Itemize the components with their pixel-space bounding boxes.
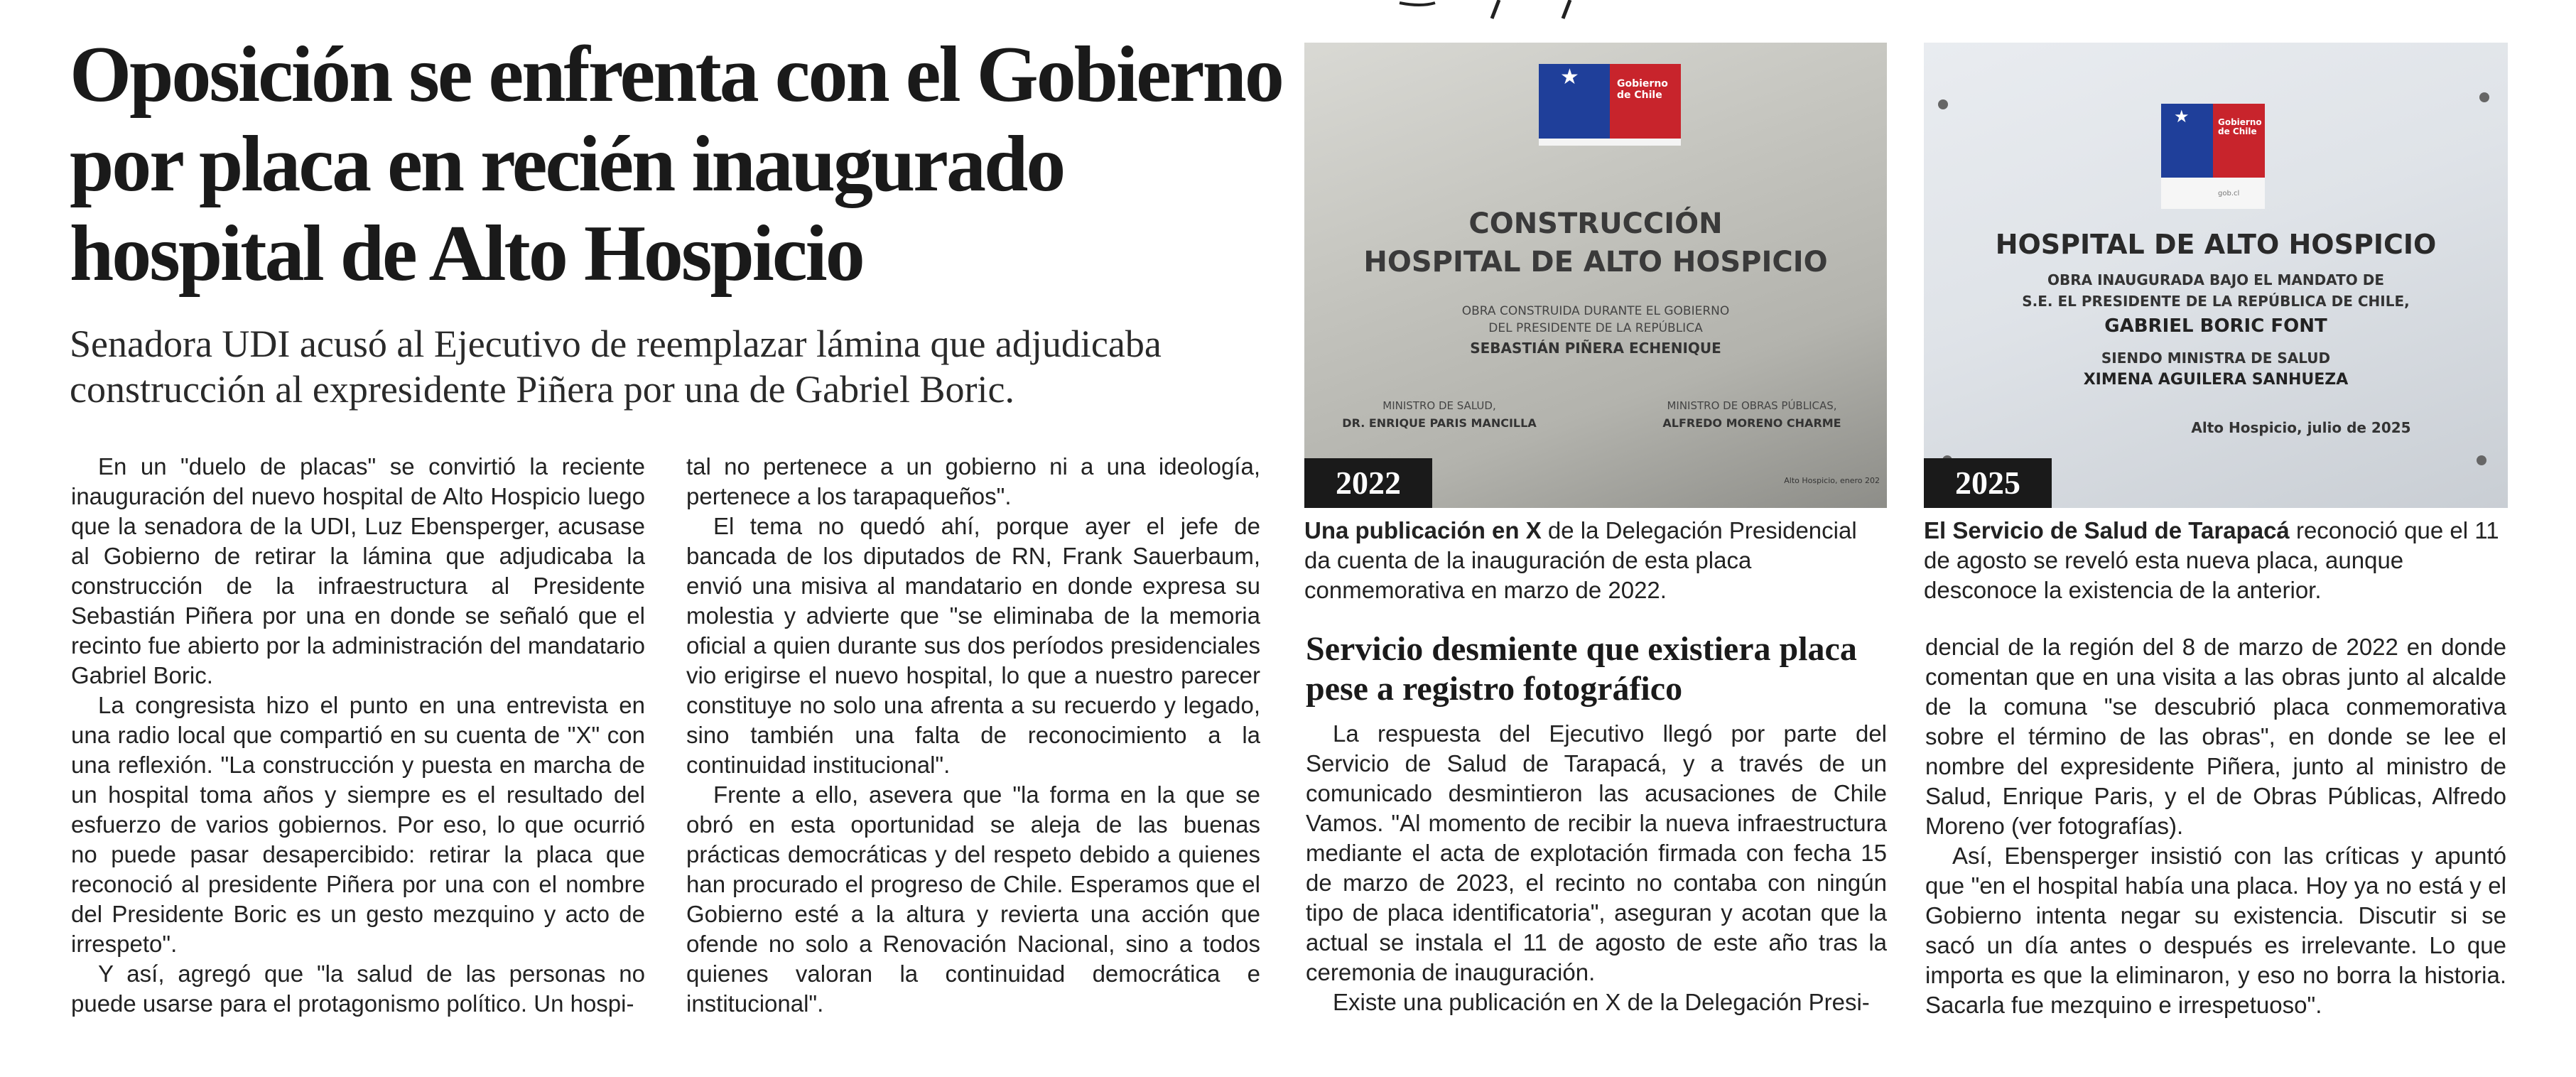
section-title: Servicio desmiente que existiera placa pese a registro fotográfico [1306, 630, 1857, 708]
plate-line: XIMENA AGUILERA SANHUEZA [2083, 371, 2349, 389]
photo-plaque-2022 [1304, 43, 1887, 508]
plate-line: SIENDO MINISTRA DE SALUD [2101, 350, 2331, 367]
star-icon: ★ [2174, 108, 2190, 126]
screw-icon [2479, 92, 2489, 102]
star-icon: ★ [1560, 65, 1579, 89]
paragraph: Así, Ebensperger insistió con las críticas y apuntó que "en el hospital había una placa. Hoy ya no está y el Gobierno intenta negar su existencia. Discutir si se sacó un día antes o después es irrelevante. Lo que importa es que la eliminaron, y eso no borra la historia. Sacarla fue mezquino e irrespetuoso". [1925, 843, 2506, 1018]
article-column-3 [1306, 719, 1887, 1017]
gobierno-de-chile-logo: ★ Gobierno de Chile gob.cl [2161, 104, 2265, 209]
photo-caption-2022: Una publicación en X de la Delegación Presidencial da cuenta de la inauguración de esta placa conmemorativa en marzo de 2022. [1304, 517, 1857, 603]
paragraph: Frente a ello, asevera que "la forma en la que se obró en esta oportunidad se aleja de las buenas prácticas democráticas y del respeto debido a quienes han procurado el progreso de Chile. Esperamos que el Gobierno esté a la altura y revierta una acción que ofende no solo a Renovación Nacional, sino a todos quienes valoran la continuidad democrática e institucional". [686, 781, 1260, 1017]
plate-date: Alto Hospicio, enero 202 [1784, 476, 1880, 485]
article-column-1 [71, 452, 645, 1019]
plate-line: S.E. EL PRESIDENTE DE LA REPÚBLICA DE CHILE, [2022, 293, 2410, 310]
plate-signature-right: ALFREDO MORENO CHARME [1662, 416, 1841, 430]
cropped-decoration [1392, 0, 1620, 21]
plate-date: Alto Hospicio, julio de 2025 [2191, 419, 2411, 436]
year-badge: 2022 [1304, 458, 1432, 508]
paragraph: La respuesta del Ejecutivo llegó por parte del Servicio de Salud de Tarapacá, y a través de un comunicado desmintieron las acusaciones de Chile Vamos. "Al momento de recibir la nueva infraestructura mediante el acta de explotación firmada con fecha 15 de marzo de 2023, el recinto no contaba con ningún tipo de placa identificatoria", aseguran y acotan que la actual se instala el 11 de agosto de este año tras la ceremonia de inauguración. [1306, 720, 1887, 985]
plate-line: GABRIEL BORIC FONT [2104, 315, 2327, 337]
plate-line: DEL PRESIDENTE DE LA REPÚBLICA [1488, 321, 1703, 335]
paragraph: La congresista hizo el punto en una entrevista en una radio local que compartió en su cuenta de "X" con una reflexión. "La construcción y puesta en marcha de un hospital toma años y siempre es el resultado del esfuerzo de varios gobiernos. Por eso, lo que ocurrió no puede pasar desapercibido: retirar la placa que reconoció al presidente Piñera por una con el nombre del Presidente Boric es un gesto mezquino y acto de irrespeto". [71, 692, 645, 957]
article-column-2 [686, 452, 1260, 1019]
year-badge: 2025 [1924, 458, 2052, 508]
plate-line: SEBASTIÁN PIÑERA ECHENIQUE [1470, 340, 1721, 357]
photo-caption-2025: El Servicio de Salud de Tarapacá reconoció que el 11 de agosto se reveló esta nueva placa, aunque desconoce la existencia de la anterior. [1924, 517, 2499, 603]
gobierno-de-chile-logo: ★ Gobierno de Chile [1539, 64, 1681, 146]
paragraph: Existe una publicación en X de la Delegación Presi- [1333, 989, 1870, 1015]
plate-title: HOSPITAL DE ALTO HOSPICIO [1995, 229, 2437, 260]
paragraph: Y así, agregó que "la salud de las personas no puede usarse para el protagonismo político. Un hospi- [71, 960, 645, 1017]
plate-signature-right: MINISTRO DE OBRAS PÚBLICAS, [1667, 399, 1837, 412]
photo-plaque-2025 [1924, 43, 2508, 508]
article-column-4 [1925, 632, 2506, 1020]
plate-signature-left: MINISTRO DE SALUD, [1382, 399, 1496, 412]
plate-title: CONSTRUCCIÓN [1468, 207, 1723, 240]
screw-icon [1938, 99, 1948, 109]
paragraph: dencial de la región del 8 de marzo de 2022 en donde comentan que en una visita a las obras junto al alcalde de la comuna "se descubrió placa conmemorativa sobre el término de las obras", en donde se lee el nombre del expresidente Piñera, junto al ministro de Salud, Enrique Paris, y el de Obras Públicas, Alfredo Moreno (ver fotografías). [1925, 634, 2506, 839]
screw-icon [2477, 455, 2486, 465]
plate-title: HOSPITAL DE ALTO HOSPICIO [1363, 246, 1828, 278]
subheadline: Senadora UDI acusó al Ejecutivo de reemplazar lámina que adjudicaba construcción al expresidente Piñera por una de Gabriel Boric. [70, 323, 1162, 411]
plate-line: OBRA CONSTRUIDA DURANTE EL GOBIERNO [1461, 304, 1730, 318]
paragraph: En un "duelo de placas" se convirtió la reciente inauguración del nuevo hospital de Alto Hospicio luego que la senadora de la UDI, Luz Ebensperger, acusase al Gobierno de retirar la lámina que adjudicaba la construcción de la infraestructura al Presidente Sebastián Piñera por una en donde se señaló que el recinto fue abierto por la administración del mandatario Gabriel Boric. [71, 453, 645, 688]
paragraph: tal no pertenece a un gobierno ni a una ideología, pertenece a los tarapaqueños". [686, 453, 1260, 509]
plate-line: OBRA INAUGURADA BAJO EL MANDATO DE [2047, 271, 2384, 288]
plate-signature-left: DR. ENRIQUE PARIS MANCILLA [1342, 416, 1537, 430]
paragraph: El tema no quedó ahí, porque ayer el jefe de bancada de los diputados de RN, Frank Sauerbaum, envió una misiva al mandatario en donde expresa su molestia y advierte que "se eliminaba de la memoria oficial a quien durante sus dos períodos presidenciales vio erigirse el nuevo hospital, lo que a nuestro parecer constituye no solo una afrenta a su recuerdo y legado, sino también una falta de reconocimiento a la continuidad institucional". [686, 513, 1260, 778]
headline: Oposición se enfrenta con el Gobierno por placa en recién inaugurado hospital de Alto Hospicio [70, 31, 1282, 298]
